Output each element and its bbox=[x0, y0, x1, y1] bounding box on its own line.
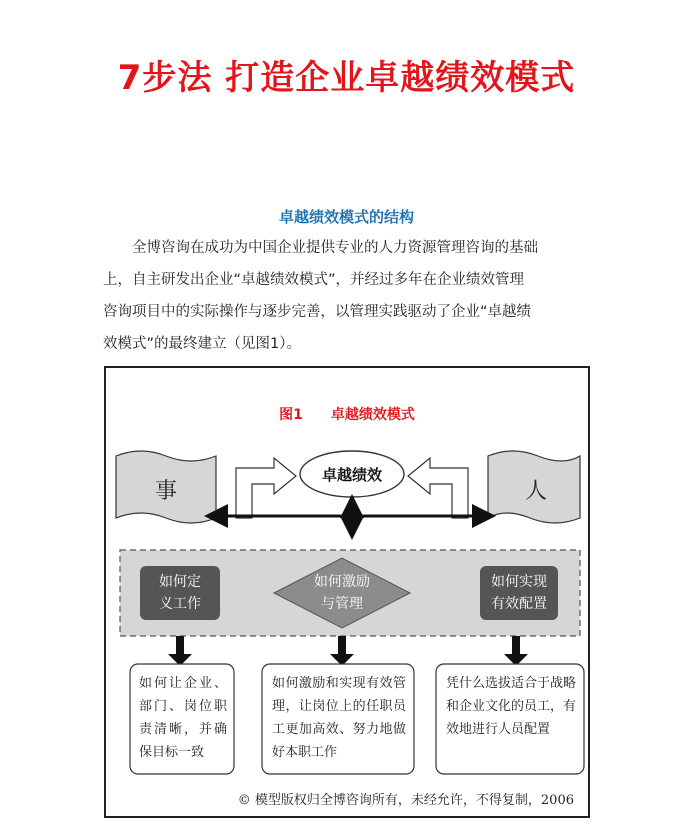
configure-line: 有效配置 bbox=[491, 596, 547, 612]
desc-center-text: 如何激励和实现有效管理，让岗位上的任职员工更加高效、努力地做好本职工作 bbox=[272, 676, 406, 760]
paragraph-line: 全博咨询在成功为中国企业提供专业的人力资源管理咨询的基础 bbox=[103, 240, 538, 256]
motivate-line: 与管理 bbox=[321, 596, 363, 612]
page-title: 7步法 打造企业卓越绩效模式 bbox=[117, 58, 576, 98]
intro-paragraph bbox=[103, 232, 595, 360]
down-arrow-center bbox=[330, 636, 354, 666]
right-bent-arrow bbox=[408, 458, 468, 518]
paragraph-line: 效模式”的最终建立（见图1）。 bbox=[103, 336, 301, 352]
left-bent-arrow bbox=[236, 458, 296, 518]
down-arrow-left bbox=[168, 636, 192, 666]
paragraph-line: 上，自主研发出企业“卓越绩效模式”，并经过多年在企业绩效管理 bbox=[103, 272, 525, 288]
desc-right-text: 凭什么选拔适合于战略和企业文化的员工，有效地进行人员配置 bbox=[446, 676, 577, 737]
define-work-line: 义工作 bbox=[159, 596, 201, 612]
right-flag-label: 人 bbox=[524, 479, 547, 504]
define-work-label bbox=[140, 571, 220, 615]
define-work-line: 如何定 bbox=[159, 574, 201, 590]
configure-line: 如何实现 bbox=[491, 574, 547, 590]
desc-left-text: 如何让企业、部门、岗位职责清晰，并确保目标一致 bbox=[139, 676, 227, 760]
configure-label bbox=[480, 571, 558, 615]
figure-title: 图1 卓越绩效模式 bbox=[279, 407, 415, 423]
center-oval-label: 卓越绩效 bbox=[321, 466, 382, 484]
motivate-label bbox=[292, 571, 392, 615]
copyright-notice: © 模型版权归全博咨询所有，未经允许，不得复制，2006 bbox=[237, 793, 574, 808]
down-arrow-right bbox=[504, 636, 528, 666]
left-flag-label: 事 bbox=[154, 479, 177, 504]
figure-1 bbox=[104, 366, 590, 818]
motivate-line: 如何激励 bbox=[314, 574, 370, 590]
section-heading: 卓越绩效模式的结构 bbox=[278, 208, 414, 226]
paragraph-line: 咨询项目中的实际操作与逐步完善，以管理实践驱动了企业“卓越绩 bbox=[103, 304, 532, 320]
